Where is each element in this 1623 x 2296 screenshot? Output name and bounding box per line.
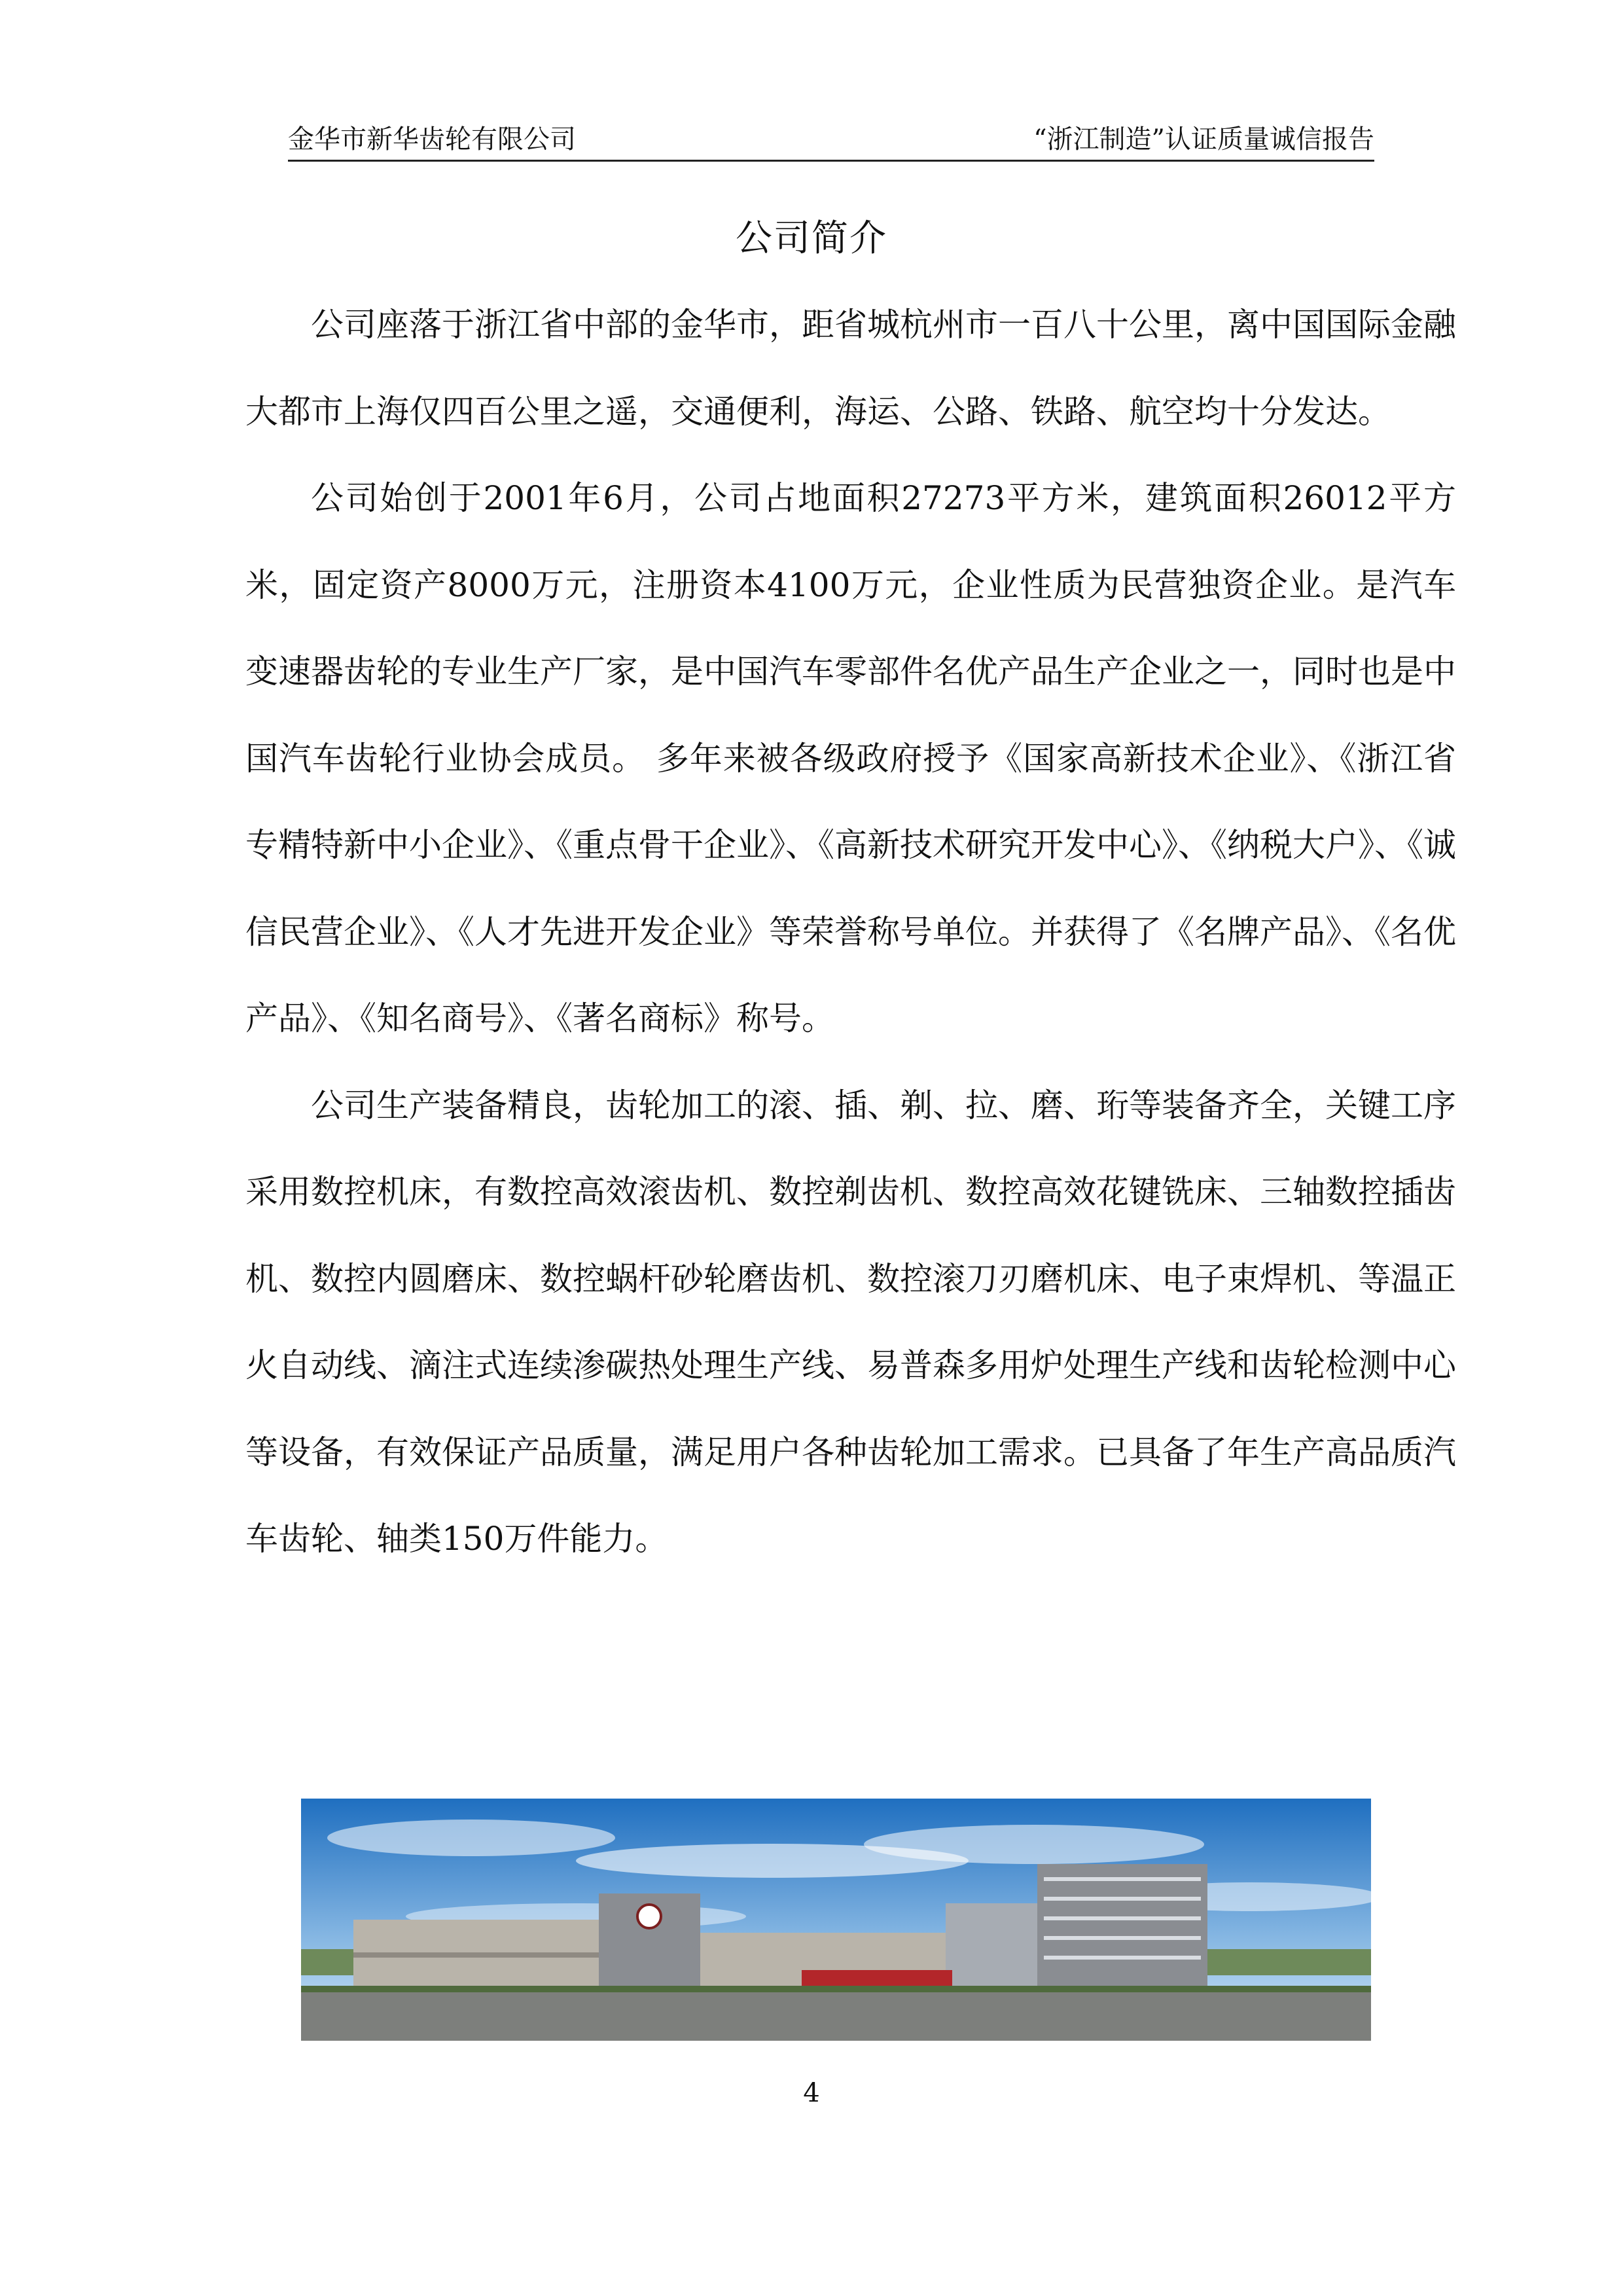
paragraph-location: 公司座落于浙江省中部的金华市，距省城杭州市一百八十公里，离中国国际金融大都市上海仅四百公里之遥，交通便利，海运、公路、铁路、航空均十分发达。 — [245, 306, 1456, 431]
page-number: 4 — [803, 2078, 820, 2108]
paragraph-equipment: 公司生产装备精良，齿轮加工的滚、插、剃、拉、磨、珩等装备齐全，关键工序采用数控机床，有数控高效滚齿机、数控剃齿机、数控高效花键铣床、三轴数控插齿机、数控内圆磨床、数控蜗杆砂轮磨齿机、数控滚刀刃磨机床、电子束焊机、等温正火自动线、滴注式连续渗碳热处理生产线、易普森多用炉处理生产线和齿轮检测中心等设备，有效保证产品质量，满足用户各种齿轮加工需求。已具备了年生产高品质汽车齿轮、轴类150万件能力。 — [245, 1086, 1456, 1558]
header-report-title: “浙江制造”认证质量诚信报告 — [1033, 124, 1374, 154]
section-title: 公司简介 — [736, 217, 887, 260]
factory-illustration — [301, 1799, 1371, 2041]
office-building-low — [946, 1903, 1037, 1988]
page-header — [288, 110, 1374, 162]
header-company: 金华市新华齿轮有限公司 — [288, 124, 576, 154]
body-text — [245, 281, 1456, 1583]
company-logo — [637, 1905, 661, 1928]
factory-photo — [301, 1799, 1371, 2041]
office-building-main — [1037, 1864, 1207, 1992]
paragraph-history: 公司始创于2001年6月，公司占地面积27273平方米，建筑面积26012平方米，固定资产8000万元，注册资本4100万元，企业性质为民营独资企业。是汽车变速器齿轮的专业生产厂家，是中国汽车零部件名优产品生产企业之一，同时也是中国汽车齿轮行业协会成员。 多年来被各级政府授予《国家高新技术企业》、《浙江省专精特新中小企业》、《重点骨干企业》、《高新技术研究开发中心》、《纳税大户》、《诚信民营企业》、《人才先进开发企业》等荣誉称号单位。并获得了《名牌产品》、《名优产品》、《知名商号》、《著名商标》称号。 — [245, 479, 1456, 1037]
ground — [301, 1988, 1371, 2041]
hedge — [301, 1986, 1371, 1992]
cloud — [327, 1820, 615, 1856]
cloud — [864, 1825, 1204, 1864]
